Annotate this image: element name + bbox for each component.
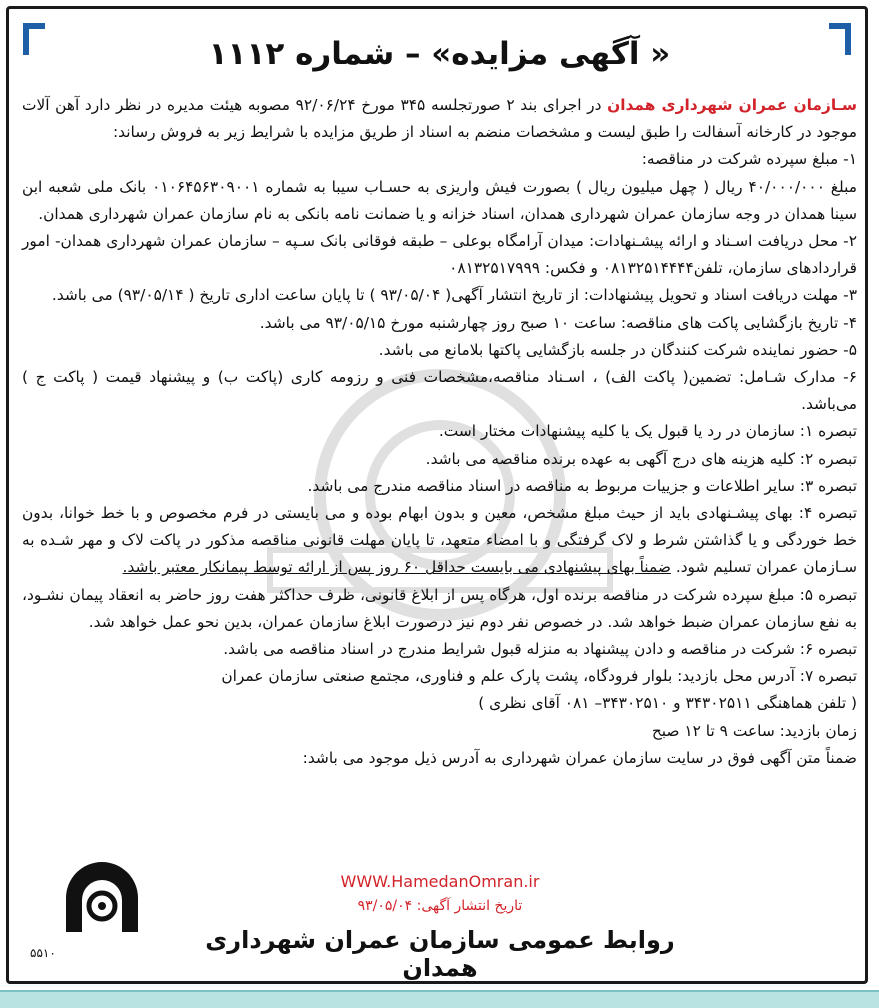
item-5: ۵- حضور نماینده شرکت کنندگان در جلسه بازگشایی پاکتها بلامانع می باشد. [378,340,857,359]
note-2: تبصره ۲: کلیه هزینه های درج آگهی به عهده برنده مناقصه می باشد. [425,449,857,468]
org-name: سـازمان عمران شهرداری همدان [607,96,857,114]
item-2: ۲- محل دریافت اسـناد و ارائه پیشـنهادات: میدان آرامگاه بوعلی – طبقه فوقانی بانک سـپه – سازمان عمران شهرداری همدان- امور قراردادهای سازمان، تلفن۰۸۱۳۲۵۱۴۴۴۴ و فکس: ۰۸۱۳۲۵۱۷۹۹۹ [22,232,857,278]
item-6: ۶- مدارک شـامل: تضمین( پاکت الف) ، اسـناد مناقصه،مشخصات فنی و رزومه کاری (پاکت ب) و پیشنهاد قیمت ( پاکت ج ) می‌باشد. [22,368,857,414]
omran-logo-icon [60,858,144,936]
bottom-band [0,990,879,1008]
ad-title: « آگهی مزایده» – شماره ۱۱۱۲ [208,36,671,72]
note-4-underlined: ضمناً بهای پیشنهادی می بایست حداقل ۶۰ روز پس از ارائه توسط پیمانکار معتبر باشد. [122,558,671,577]
website-link[interactable]: WWW.HamedanOmran.ir [340,872,540,891]
contact-phone: ( تلفن هماهنگی ۳۴۳۰۲۵۱۱ و ۳۴۳۰۲۵۱۰– ۰۸۱ آقای نظری ) [478,694,857,713]
note-6: تبصره ۶: شرکت در مناقصه و دادن پیشنهاد به منزله قبول شرایط مندرج در اسناد مناقصه می باشد. [223,640,857,659]
note-5: تبصره ۵: مبلغ سپرده شرکت در مناقصه برنده اول، هرگاه پس از ابلاغ قانونی، ظرف حداکثر هفت روز حاضر به انعقاد پیمان نشـود، به نفع سازمان عمران ضبط خواهد شد. در خصوص نفر دوم نیز درصورت ابلاغ سازمان عمران، بدین نحو عمل خواهد شد. [22,585,857,631]
note-4-text: تبصره ۴: بهای پیشـنهادی باید از حیث مبلغ مشخص، معین و بدون ابهام بوده و می بایستی در فرم مخصوص و با خط خوانا، بدون خط خوردگی و یا گذاشتن شرط و لاک گرفتگی و با امضاء متعهد، تا پایان مهلت قانونی مناقصه مذکور در پاکت لاک و مهر شـده به سـازمان عمران تسلیم شود. [22,504,857,577]
note-7: تبصره ۷: آدرس محل بازدید: بلوار فرودگاه، پشت پارک علم و فناوری، مجتمع صنعتی سازمان عمران [221,667,857,686]
ad-body [22,92,857,772]
intro-text: در اجرای بند ۲ صورتجلسه ۳۴۵ مورخ ۹۲/۰۶/۲۴ مصوبه هیئت مدیره در نظر دارد آهن آلات موجود در کارخانه آسفالت را طبق لیست و مشخصات منضم به اسناد از طریق مزایده با شرایط زیر به فروش رساند: [22,96,857,142]
item-1: ۱- مبلغ سپرده شرکت در مناقصه: [641,150,857,169]
visit-time: زمان بازدید: ساعت ۹ تا ۱۲ صبح [651,721,857,740]
item-4: ۴- تاریخ بازگشایی پاکت های مناقصه: ساعت ۱۰ صبح روز چهارشنبه مورخ ۹۳/۰۵/۱۵ می باشد. [259,313,857,332]
intro-paragraph [22,92,857,146]
note-4 [22,500,857,582]
website-note: ضمناً متن آگهی فوق در سایت سازمان عمران شهرداری به آدرس ذیل موجود می باشد: [302,748,857,767]
public-relations-signature: روابط عمومی سازمان عمران شهرداری همدان [205,926,675,982]
note-1: تبصره ۱: سازمان در رد یا قبول یک یا کلیه پیشنهادات مختار است. [438,422,857,441]
ad-code: ۵۵۱۰ [30,946,56,960]
publish-date: تاریخ انتشار آگهی: ۹۳/۰۵/۰۴ [357,898,523,914]
item-1-detail: مبلغ ۴۰/۰۰۰/۰۰۰ ریال ( چهل میلیون ریال ) بصورت فیش واریزی به حسـاب سیبا به شماره ۰۱۰۶۴۵۶۳۰۹۰۰۱ بانک ملی شعبه ابن سینا همدان در وجه سازمان عمران شهرداری همدان، اسناد خزانه و یا ضمانت نامه بانکی به نام سازمان عمران شهرداری همدان. [22,177,857,223]
note-3: تبصره ۳: سایر اطلاعات و جزییات مربوط به مناقصه در اسناد مناقصه مندرج می باشد. [307,476,857,495]
item-3: ۳- مهلت دریافت اسناد و تحویل پیشنهادات: از تاریخ انتشار آگهی( ۹۳/۰۵/۰۴ ) تا پایان ساعت اداری تاریخ ( ۹۳/۰۵/۱۴) می باشد. [51,286,857,305]
